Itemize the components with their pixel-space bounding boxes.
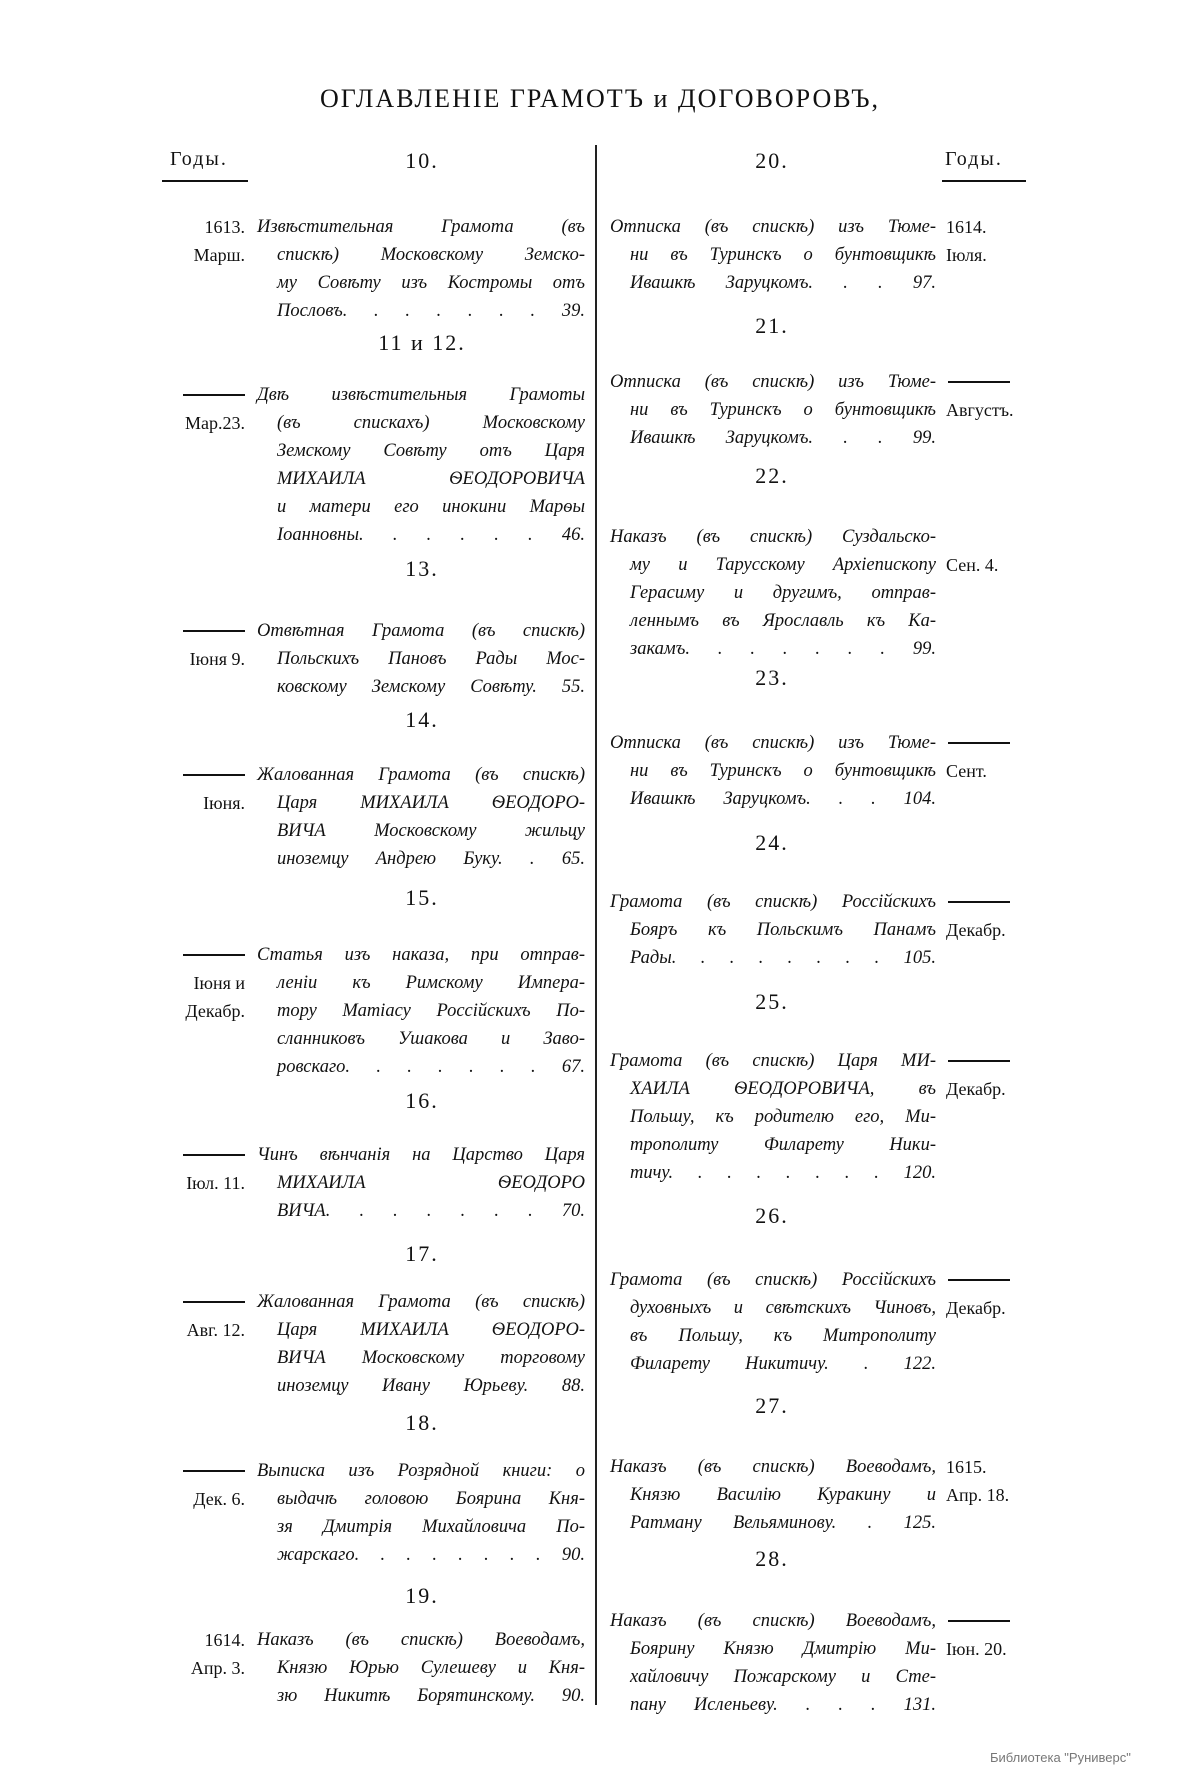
date-text: Декабр. bbox=[946, 1079, 1006, 1099]
date-dash bbox=[946, 368, 1032, 396]
toc-entry bbox=[257, 941, 585, 1081]
toc-entry bbox=[610, 1266, 936, 1378]
date-dash bbox=[150, 617, 245, 645]
date-text: Авг. 12. bbox=[186, 1320, 245, 1340]
entry-line: духовныхъ и свѣтскихъ Чиновъ, bbox=[630, 1298, 936, 1318]
entry-line: Отписка (въ спискѣ) изъ Тюме- bbox=[610, 217, 936, 237]
entry-date bbox=[150, 617, 245, 673]
date-text: Іюня и bbox=[193, 973, 245, 993]
entry-line: тору Матіасу Россійскихъ По- bbox=[277, 1001, 585, 1021]
entry-line: Наказъ (въ спискѣ) Воеводамъ, bbox=[257, 1630, 585, 1650]
entry-date bbox=[946, 1607, 1032, 1663]
toc-entry bbox=[257, 381, 585, 549]
entry-line: му Совѣту изъ Костромы отъ bbox=[277, 273, 585, 293]
toc-entry bbox=[610, 888, 936, 972]
entry-line: ВИЧА Московскому торговому bbox=[277, 1348, 585, 1368]
section-number: 20. bbox=[755, 148, 789, 173]
date-dash bbox=[150, 941, 245, 969]
years-header-right-rule bbox=[942, 180, 1026, 182]
entry-line: ровскаго. . . . . . . 67. bbox=[277, 1057, 585, 1077]
entry-line: Статья изъ наказа, при отправ- bbox=[257, 945, 585, 965]
date-text: Дек. 6. bbox=[193, 1489, 245, 1509]
entry-line: Польшу, къ родителю его, Ми- bbox=[630, 1107, 936, 1127]
page-title: ОГЛАВЛЕНІЕ ГРАМОТЪ и ДОГОВОРОВЪ, bbox=[319, 84, 881, 113]
entry-line: ХАИЛА ѲЕОДОРОВИЧА, въ bbox=[630, 1079, 936, 1099]
section-number: 28. bbox=[755, 1546, 789, 1571]
section-number: 24. bbox=[755, 830, 789, 855]
years-header-left-rule bbox=[162, 180, 248, 182]
entry-line: Грамота (въ спискѣ) Царя МИ- bbox=[610, 1051, 936, 1071]
date-text: 1613. bbox=[204, 217, 245, 237]
entry-line: (въ спискахъ) Московскому bbox=[277, 413, 585, 433]
date-text: Іюля. bbox=[946, 245, 987, 265]
entry-line: леніи къ Римскому Импера- bbox=[277, 973, 585, 993]
entry-line: Жалованная Грамота (въ спискѣ) bbox=[257, 765, 585, 785]
date-text: Іюня 9. bbox=[189, 649, 245, 669]
date-text: Сент. bbox=[946, 761, 987, 781]
entry-date bbox=[150, 1288, 245, 1344]
entry-date bbox=[946, 729, 1032, 785]
section-number: 22. bbox=[755, 463, 789, 488]
section-number: 25. bbox=[755, 989, 789, 1014]
entry-date bbox=[150, 1626, 245, 1682]
entry-line: сланниковъ Ушакова и Заво- bbox=[277, 1029, 585, 1049]
entry-date bbox=[946, 213, 1032, 269]
date-dash bbox=[946, 1266, 1032, 1294]
years-header-right: Годы. bbox=[945, 148, 1003, 170]
date-text: Іюн. 20. bbox=[946, 1639, 1007, 1659]
entry-line: МИХАИЛА ѲЕОДОРО bbox=[277, 1173, 585, 1193]
date-dash bbox=[150, 1288, 245, 1316]
entry-date bbox=[946, 888, 1032, 944]
section-number: 15. bbox=[405, 885, 439, 910]
entry-date bbox=[150, 941, 245, 1025]
date-text: Декабр. bbox=[946, 1298, 1006, 1318]
date-text: 1615. bbox=[946, 1457, 987, 1477]
years-header-left: Годы. bbox=[170, 148, 228, 170]
date-text: Апр. 18. bbox=[946, 1485, 1010, 1505]
entry-line: иноземцу Ивану Юрьеву. 88. bbox=[277, 1376, 585, 1396]
section-number: 16. bbox=[405, 1088, 439, 1113]
entry-line: закамъ. . . . . . . 99. bbox=[630, 639, 936, 659]
date-text: 1614. bbox=[204, 1630, 245, 1650]
section-number: 19. bbox=[405, 1583, 439, 1608]
toc-entry bbox=[610, 729, 936, 813]
entry-line: пану Исленьеву. . . . 131. bbox=[630, 1695, 936, 1715]
date-text: Декабр. bbox=[946, 920, 1006, 940]
toc-entry bbox=[610, 368, 936, 452]
entry-date bbox=[150, 381, 245, 437]
entry-line: спискѣ) Московскому Земско- bbox=[277, 245, 585, 265]
entry-line: Наказъ (въ спискѣ) Воеводамъ, bbox=[610, 1457, 936, 1477]
column-divider bbox=[595, 145, 597, 1705]
entry-line: Грамота (въ спискѣ) Россійскихъ bbox=[610, 892, 936, 912]
entry-line: зя Дмитрія Михайловича По- bbox=[277, 1517, 585, 1537]
entry-line: трополиту Филарету Ники- bbox=[630, 1135, 936, 1155]
entry-line: Ивашкѣ Заруцкомъ. . . 97. bbox=[630, 273, 936, 293]
entry-line: ни въ Туринскъ о бунтовщикѣ bbox=[630, 245, 936, 265]
entry-line: выдачѣ головою Боярина Кня- bbox=[277, 1489, 585, 1509]
date-text: Августъ. bbox=[946, 400, 1014, 420]
section-number: 26. bbox=[755, 1203, 789, 1228]
date-text bbox=[946, 523, 1032, 551]
entry-date bbox=[150, 213, 245, 269]
toc-entry bbox=[257, 1457, 585, 1569]
entry-line: Польскихъ Пановъ Рады Мос- bbox=[277, 649, 585, 669]
date-text: Сен. 4. bbox=[946, 555, 999, 575]
entry-line: ни въ Туринскъ о бунтовщикѣ bbox=[630, 400, 936, 420]
entry-line: Ивашкѣ Заруцкомъ. . . 99. bbox=[630, 428, 936, 448]
entry-line: Грамота (въ спискѣ) Россійскихъ bbox=[610, 1270, 936, 1290]
entry-line: въ Польшу, къ Митрополиту bbox=[630, 1326, 936, 1346]
entry-line: ВИЧА Московскому жильцу bbox=[277, 821, 585, 841]
entry-line: леннымъ въ Ярославль къ Ка- bbox=[630, 611, 936, 631]
entry-line: Наказъ (въ спискѣ) Воеводамъ, bbox=[610, 1611, 936, 1631]
entry-line: му и Тарусскому Архіепископу bbox=[630, 555, 936, 575]
entry-line: Царя МИХАИЛА ѲЕОДОРО- bbox=[277, 793, 585, 813]
section-number: 17. bbox=[405, 1241, 439, 1266]
toc-entry bbox=[610, 1453, 936, 1537]
date-dash bbox=[150, 761, 245, 789]
entry-line: Двѣ извѣстительныя Грамоты bbox=[257, 385, 585, 405]
section-number: 27. bbox=[755, 1393, 789, 1418]
entry-line: Жалованная Грамота (въ спискѣ) bbox=[257, 1292, 585, 1312]
entry-line: Герасиму и другимъ, отправ- bbox=[630, 583, 936, 603]
entry-date bbox=[946, 523, 1032, 579]
entry-line: Ратману Вельяминову. . 125. bbox=[630, 1513, 936, 1533]
date-dash bbox=[150, 1141, 245, 1169]
entry-line: Іоанновны. . . . . . 46. bbox=[277, 525, 585, 545]
toc-entry bbox=[257, 1288, 585, 1400]
section-number: 13. bbox=[405, 556, 439, 581]
toc-entry bbox=[257, 761, 585, 873]
date-text: Іюл. 11. bbox=[186, 1173, 245, 1193]
entry-line: Отписка (въ спискѣ) изъ Тюме- bbox=[610, 372, 936, 392]
entry-line: Боярину Князю Дмитрію Ми- bbox=[630, 1639, 936, 1659]
entry-date bbox=[150, 1141, 245, 1197]
entry-line: ковскому Земскому Совѣту. 55. bbox=[277, 677, 585, 697]
toc-entry bbox=[610, 1047, 936, 1187]
entry-line: Извѣстительная Грамота (въ bbox=[257, 217, 585, 237]
date-text: 1614. bbox=[946, 217, 987, 237]
date-text: Апр. 3. bbox=[190, 1658, 245, 1678]
date-dash bbox=[946, 729, 1032, 757]
date-text: Марш. bbox=[193, 245, 245, 265]
entry-line: Отписка (въ спискѣ) изъ Тюме- bbox=[610, 733, 936, 753]
entry-line: жарскаго. . . . . . . . 90. bbox=[277, 1545, 585, 1565]
date-text: Мар.23. bbox=[185, 413, 245, 433]
entry-line: хайловичу Пожарскому и Сте- bbox=[630, 1667, 936, 1687]
entry-line: иноземцу Андрею Буку. . 65. bbox=[277, 849, 585, 869]
toc-entry bbox=[610, 1607, 936, 1719]
entry-line: ни въ Туринскъ о бунтовщикѣ bbox=[630, 761, 936, 781]
entry-line: Пословъ. . . . . . . 39. bbox=[277, 301, 585, 321]
entry-date bbox=[946, 1453, 1032, 1509]
entry-line: ВИЧА. . . . . . . 70. bbox=[277, 1201, 585, 1221]
date-text: Декабр. bbox=[185, 1001, 245, 1021]
toc-entry bbox=[257, 213, 585, 325]
entry-line: Царя МИХАИЛА ѲЕОДОРО- bbox=[277, 1320, 585, 1340]
toc-entry bbox=[610, 523, 936, 663]
entry-date bbox=[946, 1266, 1032, 1322]
entry-date bbox=[150, 1457, 245, 1513]
date-text: Іюня. bbox=[203, 793, 245, 813]
entry-line: Выписка изъ Розрядной книги: о bbox=[257, 1461, 585, 1481]
entry-line: Князю Юрью Сулешеву и Кня- bbox=[277, 1658, 585, 1678]
section-number: 21. bbox=[755, 313, 789, 338]
entry-date bbox=[150, 761, 245, 817]
toc-entry bbox=[257, 617, 585, 701]
date-dash bbox=[150, 1457, 245, 1485]
entry-line: Наказъ (въ спискѣ) Суздальско- bbox=[610, 527, 936, 547]
date-dash bbox=[946, 1607, 1032, 1635]
section-number: 10. bbox=[405, 148, 439, 173]
section-number: 18. bbox=[405, 1410, 439, 1435]
entry-line: Отвѣтная Грамота (въ спискѣ) bbox=[257, 621, 585, 641]
entry-line: Земскому Совѣту отъ Царя bbox=[277, 441, 585, 461]
entry-line: Ивашкѣ Заруцкомъ. . . 104. bbox=[630, 789, 936, 809]
date-dash bbox=[150, 381, 245, 409]
toc-entry bbox=[610, 213, 936, 297]
date-dash bbox=[946, 888, 1032, 916]
entry-line: МИХАИЛА ѲЕОДОРОВИЧА bbox=[277, 469, 585, 489]
toc-entry bbox=[257, 1626, 585, 1710]
entry-date bbox=[946, 368, 1032, 424]
section-number: 11 и 12. bbox=[378, 330, 466, 355]
entry-line: Князю Василію Куракину и bbox=[630, 1485, 936, 1505]
toc-entry bbox=[257, 1141, 585, 1225]
watermark: Библиотека "Руниверс" bbox=[990, 1750, 1131, 1765]
entry-line: Филарету Никитичу. . 122. bbox=[630, 1354, 936, 1374]
section-number: 14. bbox=[405, 707, 439, 732]
entry-line: Бояръ къ Польскимъ Панамъ bbox=[630, 920, 936, 940]
entry-line: и матери его инокини Марѳы bbox=[277, 497, 585, 517]
section-number: 23. bbox=[755, 665, 789, 690]
entry-line: зю Никитѣ Борятинскому. 90. bbox=[277, 1686, 585, 1706]
date-dash bbox=[946, 1047, 1032, 1075]
entry-date bbox=[946, 1047, 1032, 1103]
entry-line: Чинъ вѣнчанія на Царство Царя bbox=[257, 1145, 585, 1165]
entry-line: Рады. . . . . . . . 105. bbox=[630, 948, 936, 968]
entry-line: тичу. . . . . . . . 120. bbox=[630, 1163, 936, 1183]
